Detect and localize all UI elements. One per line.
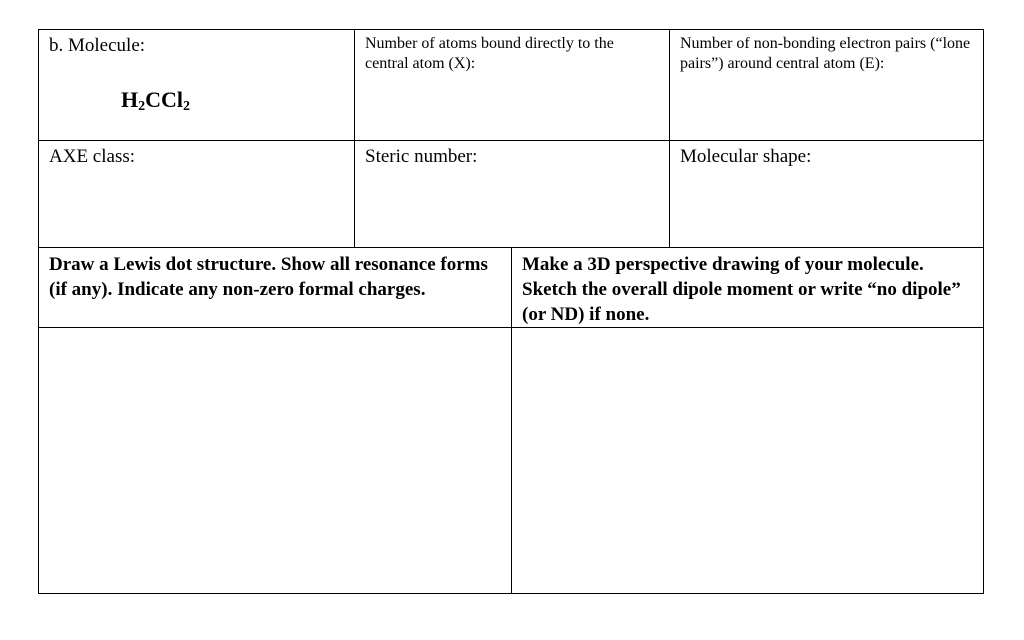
- formula-h: H: [121, 87, 139, 112]
- lewis-heading: Draw a Lewis dot structure. Show all resonance forms (if any). Indicate any non-zero formal charges.: [49, 254, 488, 300]
- steric-number-label: Steric number:: [365, 146, 478, 167]
- molecule-label: b. Molecule:: [49, 35, 146, 56]
- molecule-formula: [121, 87, 190, 113]
- axe-class-label: AXE class:: [49, 146, 136, 167]
- molecular-shape-cell[interactable]: [670, 141, 983, 248]
- axe-class-cell[interactable]: [39, 141, 355, 248]
- lewis-heading-cell: [39, 248, 512, 328]
- steric-number-cell[interactable]: [355, 141, 670, 248]
- perspective-heading-cell: [512, 248, 983, 328]
- molecule-cell: [39, 30, 355, 141]
- lone-pairs-label: Number of non-bonding electron pairs (“lone pairs”) around central atom (E):: [680, 35, 971, 72]
- lone-pairs-cell[interactable]: [670, 30, 983, 141]
- formula-h-subscript: 2: [138, 99, 146, 114]
- atoms-bound-label: Number of atoms bound directly to the central atom (X):: [365, 35, 614, 72]
- formula-cl-subscript: 2: [183, 99, 191, 114]
- perspective-drawing-area[interactable]: [512, 328, 983, 593]
- worksheet-table: [38, 29, 984, 594]
- atoms-bound-cell[interactable]: [355, 30, 670, 141]
- molecular-shape-label: Molecular shape:: [680, 146, 812, 167]
- perspective-heading: Make a 3D perspective drawing of your molecule. Sketch the overall dipole moment or write “no dipole” (or ND) if none.: [522, 254, 961, 325]
- formula-ccl: CCl: [145, 87, 184, 112]
- lewis-drawing-area[interactable]: [39, 328, 512, 593]
